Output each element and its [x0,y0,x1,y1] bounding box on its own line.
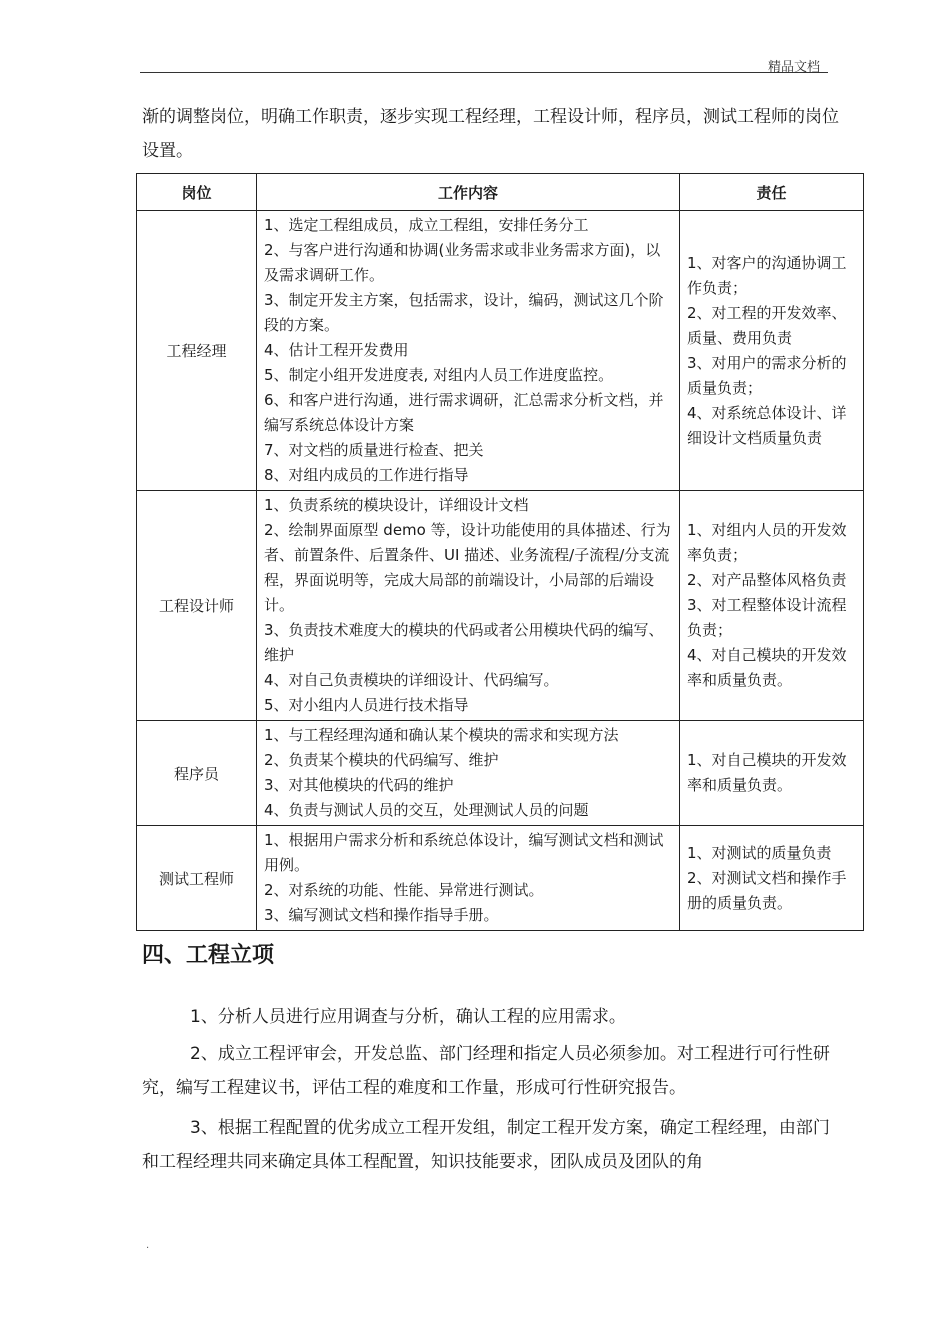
content-item: 2、绘制界面原型 demo 等，设计功能使用的具体描述、行为者、前置条件、后置条件、UI 描述、业务流程/子流程/分支流程，界面说明等，完成大局部的前端设计，小局部的后端设计。 [264,521,671,614]
content-item: 3、负责技术难度大的模块的代码或者公用模块代码的编写、维护 [264,621,664,664]
content-cell [257,211,680,491]
content-item: 1、选定工程组成员，成立工程组，安排任务分工 [264,216,589,234]
content-item: 3、对其他模块的代码的维护 [264,776,454,794]
responsibility-cell [680,211,864,491]
content-item: 4、负责与测试人员的交互，处理测试人员的问题 [264,801,589,819]
responsibility-item: 4、对自己模块的开发效率和质量负责。 [687,646,847,689]
content-item: 6、和客户进行沟通，进行需求调研，汇总需求分析文档，并编写系统总体设计方案 [264,391,664,434]
role-cell: 测试工程师 [137,826,257,931]
responsibility-cell [680,491,864,721]
responsibility-item: 2、对产品整体风格负责 [687,571,847,589]
content-item: 2、对系统的功能、性能、异常进行测试。 [264,881,544,899]
role-cell: 工程设计师 [137,491,257,721]
content-cell [257,721,680,826]
header-responsibility: 责任 [680,174,864,211]
header-content: 工作内容 [257,174,680,211]
content-item: 1、根据用户需求分析和系统总体设计，编写测试文档和测试用例。 [264,831,664,874]
table-row [137,491,864,721]
content-item: 3、制定开发主方案，包括需求，设计，编码，测试这几个阶段的方案。 [264,291,664,334]
content-item: 4、估计工程开发费用 [264,341,409,359]
header-label: 精品文档 [768,60,821,75]
content-item: 1、与工程经理沟通和确认某个模块的需求和实现方法 [264,726,619,744]
table-header-row [137,174,864,211]
section-paragraph: 2、成立工程评审会，开发总监、部门经理和指定人员必须参加。对工程进行可行性研究，编写工程建议书，评估工程的难度和工作量，形成可行性研究报告。 [142,1044,830,1098]
responsibility-cell [680,721,864,826]
responsibility-item: 1、对组内人员的开发效率负责； [687,521,847,564]
role-cell: 程序员 [137,721,257,826]
section-heading: 四、工程立项 [142,943,275,968]
responsibility-item: 2、对工程的开发效率、质量、费用负责 [687,303,847,347]
content-cell [257,491,680,721]
content-item: 8、对组内成员的工作进行指导 [264,466,469,484]
roles-table [136,173,864,931]
section-paragraph: 3、根据工程配置的优劣成立工程开发组，制定工程开发方案，确定工程经理，由部门和工程经理共同来确定具体工程配置，知识技能要求，团队成员及团队的角 [142,1118,830,1172]
intro-paragraph: 渐的调整岗位，明确工作职责，逐步实现工程经理，工程设计师，程序员，测试工程师的岗位设置。 [142,107,839,161]
responsibility-item: 3、对工程整体设计流程负责； [687,596,847,639]
table-row [137,211,864,491]
responsibility-item: 1、对客户的沟通协调工作负责； [687,253,847,297]
role-cell: 工程经理 [137,211,257,491]
section-paragraph: 1、分析人员进行应用调查与分析，确认工程的应用需求。 [190,1007,626,1027]
footer-mark: . [146,1240,150,1251]
responsibility-item: 1、对自己模块的开发效率和质量负责。 [687,751,847,794]
content-item: 3、编写测试文档和操作指导手册。 [264,906,499,924]
responsibility-item: 3、对用户的需求分析的质量负责； [687,353,847,397]
responsibility-item: 2、对测试文档和操作手册的质量负责。 [687,868,847,912]
header-rule [140,72,828,73]
table-row [137,721,864,826]
content-item: 1、负责系统的模块设计，详细设计文档 [264,496,529,514]
content-item: 7、对文档的质量进行检查、把关 [264,441,484,459]
responsibility-item: 4、对系统总体设计、详细设计文档质量负责 [687,403,847,447]
content-item: 2、负责某个模块的代码编写、维护 [264,751,499,769]
table-row [137,826,864,931]
content-item: 4、对自己负责模块的详细设计、代码编写。 [264,671,559,689]
content-item: 5、制定小组开发进度表, 对组内人员工作进度监控。 [264,366,614,384]
content-item: 5、对小组内人员进行技术指导 [264,696,469,714]
responsibility-item: 1、对测试的质量负责 [687,843,832,862]
responsibility-cell [680,826,864,931]
content-cell [257,826,680,931]
content-item: 2、与客户进行沟通和协调(业务需求或非业务需求方面)，以及需求调研工作。 [264,241,661,284]
header-role: 岗位 [137,174,257,211]
